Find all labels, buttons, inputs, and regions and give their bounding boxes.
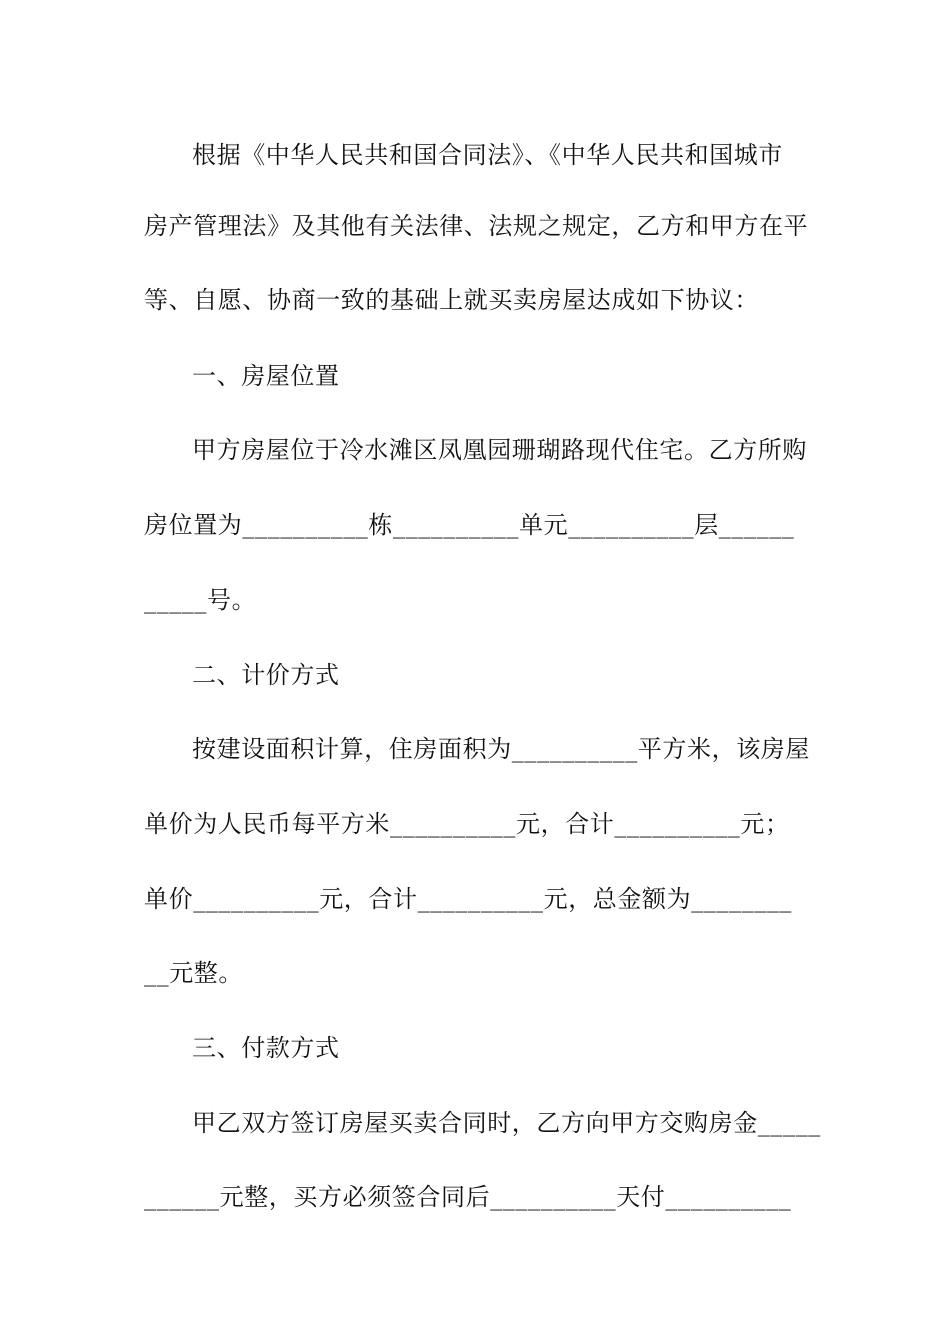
paragraph-line-10: 单价为人民币每平方米__________元，合计__________元； [144,810,790,838]
section-heading-1: 一、房屋位置 [192,362,340,390]
paragraph-line-7: _____号。 [144,586,257,614]
paragraph-line-1: 根据《中华人民共和国合同法》、《中华人民共和国城市 [192,141,783,169]
paragraph-line-6: 房位置为__________栋__________单元__________层______ [144,511,795,539]
paragraph-line-3: 等、自愿、协商一致的基础上就买卖房屋达成如下协议： [144,286,759,314]
section-heading-3: 三、付款方式 [192,1034,340,1062]
paragraph-line-5: 甲方房屋位于冷水滩区凤凰园珊瑚路现代住宅。乙方所购 [192,436,807,464]
paragraph-line-12: __元整。 [144,959,243,987]
paragraph-line-2: 房产管理法》及其他有关法律、法规之规定，乙方和甲方在平 [144,212,809,240]
paragraph-line-9: 按建设面积计算，住房面积为__________平方米，该房屋 [192,735,810,763]
paragraph-line-15: ______元整，买方必须签合同后__________天付__________ [144,1183,792,1211]
paragraph-line-11: 单价__________元，合计__________元，总金额为________ [144,885,792,913]
section-heading-2: 二、计价方式 [192,661,340,689]
paragraph-line-14: 甲乙双方签订房屋买卖合同时，乙方向甲方交购房金_____ [192,1109,821,1137]
